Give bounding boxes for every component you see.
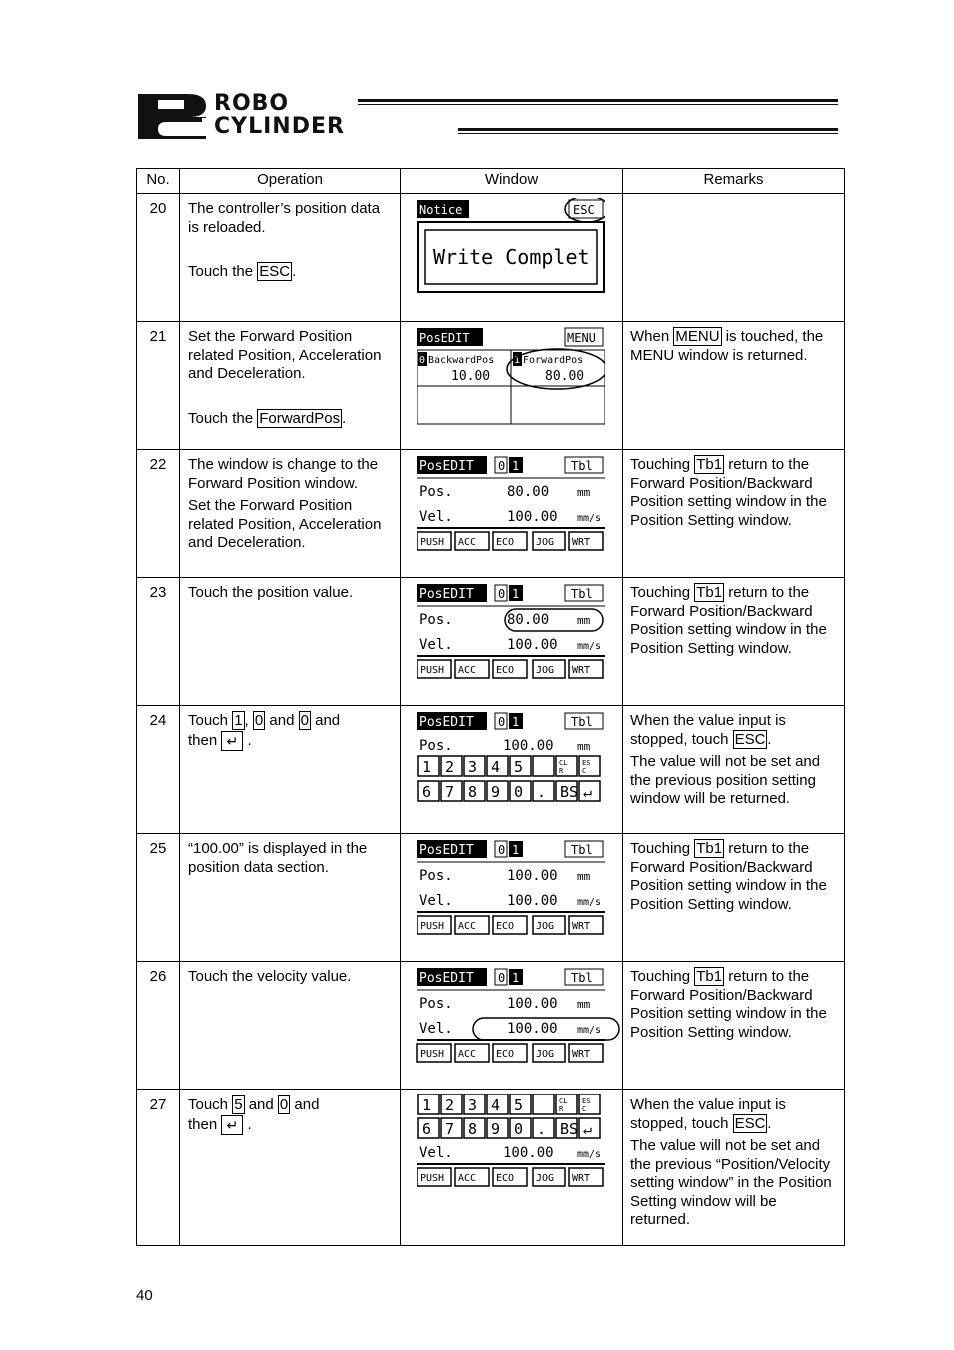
pos-unit: mm — [577, 614, 591, 627]
screen-title: PosEDIT — [419, 587, 474, 602]
table-row — [137, 322, 845, 450]
keypad-key-label: 9 — [491, 1120, 501, 1138]
keypad-key-label: ↵ — [583, 1120, 593, 1138]
vel-label: Vel. — [419, 1145, 453, 1161]
pos-unit: mm — [577, 998, 591, 1011]
remarks-cell: Touching Tb1 return to the Forward Position/Backward Position setting window in the Position Setting window. — [623, 834, 845, 962]
softkey-label: JOG — [536, 665, 555, 676]
step-number: 21 — [137, 322, 180, 450]
pos-label: Pos. — [419, 738, 453, 754]
table-row — [137, 1090, 845, 1246]
window-cell — [401, 834, 623, 962]
posedit-menu-screen — [417, 326, 605, 426]
forwardpos-key-ref: ForwardPos — [259, 409, 341, 427]
vel-unit: mm/s — [577, 1149, 602, 1160]
operation-text: Touch the position value. — [188, 584, 354, 601]
header-window: Window — [401, 169, 623, 194]
logo-text-cylinder: CYLINDER — [214, 114, 345, 139]
header-operation: Operation — [180, 169, 401, 194]
keypad-key-label: 8 — [468, 1120, 478, 1138]
step-number: 26 — [137, 962, 180, 1090]
operation-cell — [180, 962, 401, 1090]
table-button: Tbl — [571, 459, 593, 473]
posedit-keypad-screen — [417, 710, 605, 810]
step-number: 27 — [137, 1090, 180, 1246]
table-button: Tbl — [571, 971, 593, 985]
softkey-label: ECO — [496, 921, 515, 932]
logo-rule-top — [358, 99, 838, 105]
svg-text:BackwardPos: BackwardPos — [428, 355, 495, 366]
operation-cell — [180, 578, 401, 706]
keypad-key-label: 1 — [422, 1096, 432, 1114]
softkey-label: JOG — [536, 537, 555, 548]
step-number: 23 — [137, 578, 180, 706]
keypad-key-label: 4 — [491, 1096, 501, 1114]
table-button: Tbl — [571, 587, 593, 601]
rc-logo-icon — [136, 92, 208, 140]
vel-label: Vel. — [419, 893, 453, 909]
esc-key-ref: ESC — [259, 263, 291, 280]
pos-value: 100.00 — [503, 738, 554, 754]
tb1-key-ref: Tb1 — [696, 968, 723, 985]
position-number-1: 1 — [512, 459, 520, 473]
position-number-0: 0 — [498, 715, 506, 729]
menu-key-ref: MENU — [675, 328, 720, 345]
vel-value: 100.00 — [503, 1145, 554, 1161]
softkey-label: PUSH — [420, 921, 445, 932]
velocity-keypad-screen — [417, 1094, 605, 1194]
logo-text-robo: ROBO — [214, 91, 290, 116]
posedit-screen — [417, 966, 605, 1066]
operation-text: “100.00” is displayed in the position data section. — [188, 840, 368, 876]
table-row — [137, 962, 845, 1090]
svg-text:PosEDIT: PosEDIT — [419, 331, 470, 345]
keypad-key-label: C — [582, 767, 587, 775]
pos-label: Pos. — [419, 484, 453, 500]
keypad-key-label: 3 — [468, 758, 478, 776]
key-ref: 5 — [234, 1096, 243, 1113]
keypad-key-label: 2 — [445, 1096, 455, 1114]
operation-text: The controller’s position data is reloaded. — [188, 200, 381, 236]
tb1-key-ref: Tb1 — [696, 456, 723, 473]
posedit-screen — [417, 582, 605, 682]
keypad-key-label: 4 — [491, 758, 501, 776]
softkey-label: ECO — [496, 1173, 515, 1184]
position-number-1: 1 — [512, 715, 520, 729]
softkey-label: ACC — [458, 921, 477, 932]
softkey-label: JOG — [536, 1173, 555, 1184]
softkey-label: WRT — [572, 921, 591, 932]
softkey-label: ACC — [458, 1173, 477, 1184]
esc-key-ref: ESC — [734, 1114, 766, 1132]
operation-text: The window is change to the Forward Position window. — [188, 456, 379, 492]
position-number-1: 1 — [512, 587, 520, 601]
pos-unit: mm — [577, 870, 591, 883]
robo-cylinder-logo — [136, 92, 846, 142]
step-number: 24 — [137, 706, 180, 834]
softkey-label: ACC — [458, 1049, 477, 1060]
svg-text:ForwardPos: ForwardPos — [523, 355, 584, 366]
pos-value: 80.00 — [507, 484, 550, 500]
screen-title: PosEDIT — [419, 843, 474, 858]
operation-cell — [180, 194, 401, 322]
pos-value: 100.00 — [507, 868, 558, 884]
keypad-key-label: 0 — [514, 1120, 524, 1138]
softkey-label: JOG — [536, 1049, 555, 1060]
table-row — [137, 450, 845, 578]
keypad-key-label: ↵ — [583, 783, 593, 801]
pos-value: 80.00 — [507, 612, 550, 628]
remarks-cell — [623, 194, 845, 322]
pos-label: Pos. — [419, 996, 453, 1012]
key-ref: 1 — [234, 712, 243, 729]
operation-text: Touch the ForwardPos . — [188, 409, 347, 427]
window-cell — [401, 578, 623, 706]
posedit-screen — [417, 454, 605, 554]
operation-cell — [180, 834, 401, 962]
svg-text:MENU: MENU — [567, 331, 596, 345]
softkey-label: WRT — [572, 1173, 591, 1184]
position-number-0: 0 — [498, 459, 506, 473]
position-number-0: 0 — [498, 587, 506, 601]
softkey-label: JOG — [536, 921, 555, 932]
step-number: 22 — [137, 450, 180, 578]
keypad-key-label: 6 — [422, 783, 432, 801]
vel-unit: mm/s — [577, 897, 602, 908]
key-ref: 0 — [300, 712, 309, 729]
keypad-key-label: 9 — [491, 783, 501, 801]
window-cell — [401, 322, 623, 450]
remarks-cell: Touching Tb1 return to the Forward Position/Backward Position setting window in the Position Setting window. — [623, 450, 845, 578]
step-number: 25 — [137, 834, 180, 962]
operation-text: Set the Forward Position related Position, Acceleration and Deceleration. — [188, 328, 382, 382]
position-number-0: 0 — [498, 971, 506, 985]
keypad-key-label: . — [537, 1120, 547, 1138]
pos-label: Pos. — [419, 868, 453, 884]
pos-unit: mm — [577, 740, 591, 753]
softkey-label: WRT — [572, 665, 591, 676]
softkey-label: ECO — [496, 1049, 515, 1060]
enter-icon: ↵ — [221, 1115, 243, 1135]
vel-unit: mm/s — [577, 513, 602, 524]
operation-text: Set the Forward Position related Position, Acceleration and Deceleration. — [188, 497, 382, 551]
keypad-key-label: CL — [559, 759, 568, 767]
keypad-key-label: 3 — [468, 1096, 478, 1114]
keypad-key-label: C — [582, 1105, 587, 1113]
position-number-1: 1 — [512, 971, 520, 985]
softkey-label: ECO — [496, 537, 515, 548]
screen-message: Write Complet — [433, 245, 590, 269]
vel-unit: mm/s — [577, 641, 602, 652]
softkey-label: WRT — [572, 537, 591, 548]
keypad-key-label: 8 — [468, 783, 478, 801]
keypad-key-label: R — [559, 1105, 564, 1113]
keypad-key-label: ES — [582, 759, 591, 767]
svg-text:0: 0 — [419, 355, 426, 366]
posedit-screen — [417, 838, 605, 938]
operation-text: Touch the ESC . — [188, 263, 297, 280]
header-remarks: Remarks — [623, 169, 845, 194]
esc-key-ref: ESC — [734, 730, 766, 748]
softkey-label: ACC — [458, 665, 477, 676]
keypad-key-label: R — [559, 767, 564, 775]
remarks-cell: When MENU is touched, the MENU window is returned. — [623, 322, 845, 450]
keypad-key-label: 0 — [514, 783, 524, 801]
key-ref: 0 — [279, 1096, 289, 1113]
procedure-table — [136, 168, 845, 1246]
table-row — [137, 834, 845, 962]
softkey-label: WRT — [572, 1049, 591, 1060]
tb1-key-ref: Tb1 — [696, 840, 723, 857]
remarks-text: The value will not be set and the previous “Position/Velocity setting window” in the Position Setting window will be returned. — [630, 1137, 832, 1228]
notice-screen — [417, 198, 605, 298]
vel-label: Vel. — [419, 1021, 453, 1037]
screen-title: PosEDIT — [419, 459, 474, 474]
svg-text:1: 1 — [514, 355, 521, 366]
keypad-key-label: 5 — [514, 758, 524, 776]
logo-rule-bottom — [458, 128, 838, 134]
table-button: Tbl — [571, 715, 593, 729]
key-ref: 0 — [254, 712, 264, 729]
window-cell — [401, 450, 623, 578]
enter-icon: ↵ — [221, 731, 243, 751]
operation-cell — [180, 450, 401, 578]
page-number: 40 — [136, 1287, 153, 1304]
keypad-key-label: ES — [582, 1097, 591, 1105]
table-row — [137, 194, 845, 322]
tb1-key-ref: Tb1 — [696, 584, 723, 601]
remarks-text: The value will not be set and the previous position setting window will be returned. — [630, 753, 821, 807]
vel-value: 100.00 — [507, 637, 558, 653]
window-cell — [401, 962, 623, 1090]
header-no: No. — [137, 169, 180, 194]
keypad-key-label: 2 — [445, 758, 455, 776]
keypad-key-label: BS — [560, 783, 579, 801]
screen-title: PosEDIT — [419, 971, 474, 986]
keypad-key-label: . — [537, 783, 547, 801]
operation-cell: Touch 1 , 0 and 0 and then ↵ . — [180, 706, 401, 834]
window-cell — [401, 706, 623, 834]
svg-text:80.00: 80.00 — [545, 369, 585, 384]
keypad-key — [533, 756, 554, 776]
table-row — [137, 578, 845, 706]
table-button: Tbl — [571, 843, 593, 857]
softkey-label: PUSH — [420, 665, 445, 676]
esc-button: ESC — [573, 203, 595, 217]
keypad-key-label: 7 — [445, 783, 455, 801]
softkey-label: PUSH — [420, 1173, 445, 1184]
keypad-key-label: 7 — [445, 1120, 455, 1138]
remarks-cell: When the value input is stopped, touch ESC . The value will not be set and the previous “Position/Velocity setting window” in the Position Setting window will be returned. — [623, 1090, 845, 1246]
position-number-1: 1 — [512, 843, 520, 857]
softkey-label: ECO — [496, 665, 515, 676]
vel-label: Vel. — [419, 509, 453, 525]
step-number: 20 — [137, 194, 180, 322]
vel-value: 100.00 — [507, 509, 558, 525]
table-row — [137, 706, 845, 834]
operation-text: Touch the velocity value. — [188, 968, 352, 985]
keypad-key-label: 1 — [422, 758, 432, 776]
remarks-cell: When the value input is stopped, touch ESC . The value will not be set and the previous position setting window will be returned. — [623, 706, 845, 834]
keypad-key — [533, 1094, 554, 1114]
softkey-label: PUSH — [420, 1049, 445, 1060]
keypad-key-label: 5 — [514, 1096, 524, 1114]
remarks-cell: Touching Tb1 return to the Forward Position/Backward Position setting window in the Position Setting window. — [623, 578, 845, 706]
remarks-cell: Touching Tb1 return to the Forward Position/Backward Position setting window in the Position Setting window. — [623, 962, 845, 1090]
pos-unit: mm — [577, 486, 591, 499]
pos-value: 100.00 — [507, 996, 558, 1012]
window-cell — [401, 194, 623, 322]
keypad-key-label: CL — [559, 1097, 568, 1105]
keypad-key-label: BS — [560, 1120, 579, 1138]
pos-label: Pos. — [419, 612, 453, 628]
window-cell — [401, 1090, 623, 1246]
vel-unit: mm/s — [577, 1025, 602, 1036]
keypad-key-label: 6 — [422, 1120, 432, 1138]
screen-title: Notice — [419, 203, 463, 217]
table-header — [137, 169, 845, 194]
operation-cell — [180, 322, 401, 450]
softkey-label: ACC — [458, 537, 477, 548]
vel-value: 100.00 — [507, 893, 558, 909]
svg-text:10.00: 10.00 — [451, 369, 491, 384]
operation-cell: Touch 5 and 0 and then ↵ . — [180, 1090, 401, 1246]
screen-title: PosEDIT — [419, 715, 474, 730]
softkey-label: PUSH — [420, 537, 445, 548]
vel-value: 100.00 — [507, 1021, 558, 1037]
vel-label: Vel. — [419, 637, 453, 653]
position-number-0: 0 — [498, 843, 506, 857]
